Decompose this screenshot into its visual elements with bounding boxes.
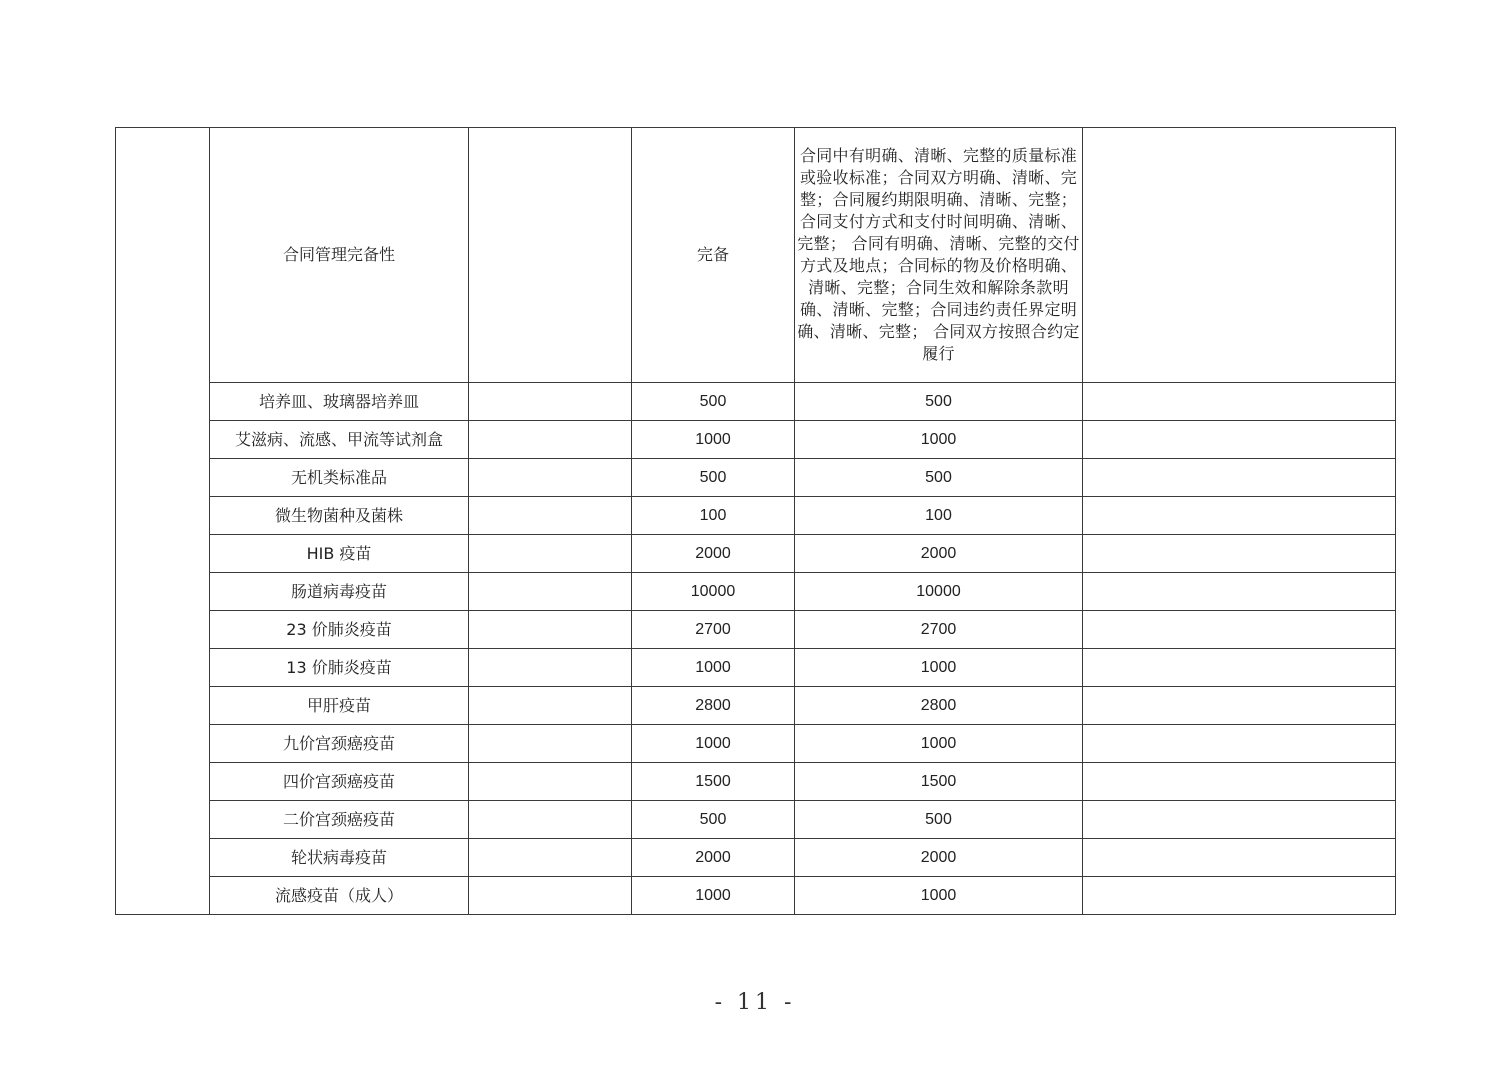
empty-cell [469,763,632,801]
remark-cell [1083,801,1396,839]
indicator-name-cell: 微生物菌种及菌株 [210,497,469,535]
empty-cell [469,573,632,611]
indicator-name-cell: 轮状病毒疫苗 [210,839,469,877]
empty-cell [469,801,632,839]
remark-cell [1083,535,1396,573]
actual-value-cell: 10000 [795,573,1083,611]
indicator-name-cell: 无机类标准品 [210,459,469,497]
remark-cell [1083,573,1396,611]
target-value-cell: 500 [632,801,795,839]
table-row [116,611,1396,649]
indicator-name-cell: 二价宫颈癌疫苗 [210,801,469,839]
actual-value-cell: 2800 [795,687,1083,725]
target-value-cell: 2700 [632,611,795,649]
table-row [116,763,1396,801]
category-merged-cell [116,128,210,915]
actual-value-cell: 1000 [795,649,1083,687]
empty-cell [469,421,632,459]
table-row [116,459,1396,497]
target-value-cell: 2000 [632,839,795,877]
table-row [116,535,1396,573]
actual-value-cell: 2700 [795,611,1083,649]
target-value-cell: 1500 [632,763,795,801]
empty-cell [469,687,632,725]
table-row [116,687,1396,725]
actual-value-cell: 500 [795,801,1083,839]
target-value-cell: 1000 [632,725,795,763]
table-row [116,725,1396,763]
empty-cell [469,877,632,915]
remark-cell [1083,877,1396,915]
target-value-cell: 1000 [632,421,795,459]
indicator-name-cell: HIB 疫苗 [210,535,469,573]
actual-value-cell: 1500 [795,763,1083,801]
remark-cell [1083,725,1396,763]
table-row [116,573,1396,611]
remark-cell [1083,421,1396,459]
remark-cell [1083,497,1396,535]
remark-cell [1083,459,1396,497]
empty-cell [469,535,632,573]
remark-cell [1083,128,1396,383]
target-value-cell: 1000 [632,877,795,915]
empty-cell [469,383,632,421]
actual-value-cell: 500 [795,383,1083,421]
actual-value-cell: 1000 [795,877,1083,915]
table-row [116,383,1396,421]
actual-value-cell: 500 [795,459,1083,497]
target-value-cell: 完备 [632,128,795,383]
indicator-name-cell: 23 价肺炎疫苗 [210,611,469,649]
empty-cell [469,611,632,649]
actual-value-cell: 1000 [795,421,1083,459]
table-row [116,649,1396,687]
table-row [116,801,1396,839]
empty-cell [469,497,632,535]
indicator-table [115,127,1396,915]
indicator-name-cell: 四价宫颈癌疫苗 [210,763,469,801]
target-value-cell: 500 [632,383,795,421]
target-value-cell: 500 [632,459,795,497]
table-row [116,877,1396,915]
indicator-name-cell: 流感疫苗（成人） [210,877,469,915]
empty-cell [469,649,632,687]
empty-cell [469,128,632,383]
indicator-name-cell: 艾滋病、流感、甲流等试剂盒 [210,421,469,459]
actual-value-cell: 2000 [795,839,1083,877]
table-row [116,839,1396,877]
remark-cell [1083,839,1396,877]
actual-value-cell: 2000 [795,535,1083,573]
remark-cell [1083,383,1396,421]
empty-cell [469,839,632,877]
page-number: - 11 - [714,990,796,1015]
actual-value-cell: 100 [795,497,1083,535]
table-row [116,128,1396,383]
indicator-name-cell: 13 价肺炎疫苗 [210,649,469,687]
target-value-cell: 10000 [632,573,795,611]
table-row [116,421,1396,459]
empty-cell [469,459,632,497]
target-value-cell: 1000 [632,649,795,687]
indicator-name-cell: 培养皿、玻璃器培养皿 [210,383,469,421]
actual-value-cell: 1000 [795,725,1083,763]
target-value-cell: 100 [632,497,795,535]
remark-cell [1083,687,1396,725]
target-value-cell: 2800 [632,687,795,725]
indicator-name-cell: 肠道病毒疫苗 [210,573,469,611]
target-value-cell: 2000 [632,535,795,573]
remark-cell [1083,649,1396,687]
indicator-name-cell: 甲肝疫苗 [210,687,469,725]
remark-cell [1083,611,1396,649]
empty-cell [469,725,632,763]
remark-cell [1083,763,1396,801]
criteria-cell: 合同中有明确、清晰、完整的质量标准或验收标准；合同双方明确、清晰、完整；合同履约期限明确、清晰、完整；合同支付方式和支付时间明确、清晰、完整； 合同有明确、清晰、完整的交付方式及地点；合同标的物及价格明确、清晰、完整；合同生效和解除条款明确、清晰、完整；合同违约责任界定明确、清晰、完整； 合同双方按照合约定履行 [795,128,1083,383]
indicator-name-cell: 九价宫颈癌疫苗 [210,725,469,763]
table-row [116,497,1396,535]
indicator-name-cell: 合同管理完备性 [210,128,469,383]
